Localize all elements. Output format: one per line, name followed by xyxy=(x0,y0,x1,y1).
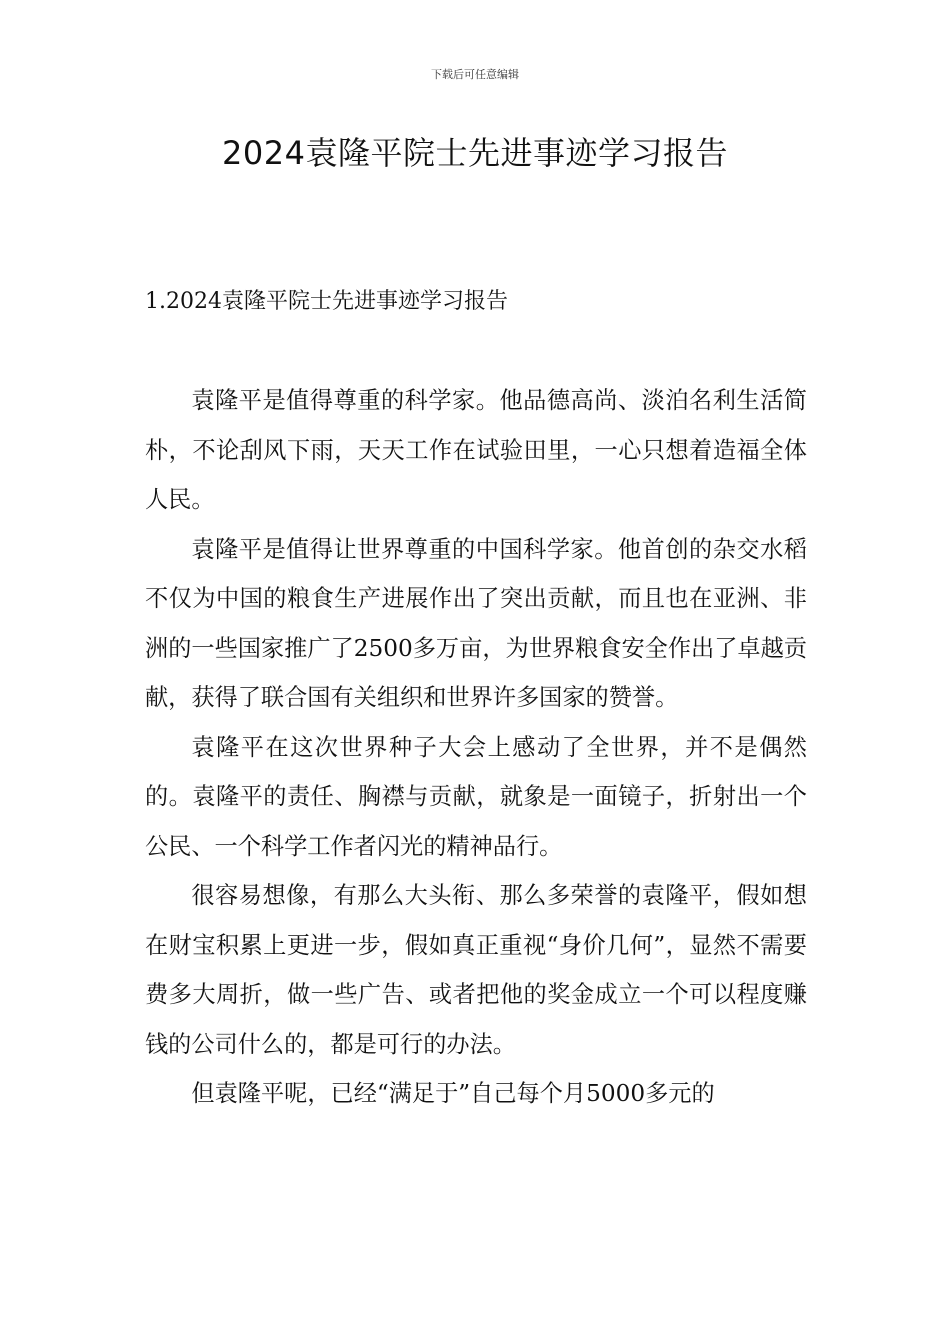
paragraph-2: 袁隆平是值得让世界尊重的中国科学家。他首创的杂交水稻不仅为中国的粮食生产进展作出了突出贡献，而且也在亚洲、非洲的一些国家推广了2500多万亩，为世界粮食安全作出了卓越贡献，获得了联合国有关组织和世界许多国家的赞誉。 xyxy=(145,535,807,711)
paragraph-3: 袁隆平在这次世界种子大会上感动了全世界，并不是偶然的。袁隆平的责任、胸襟与贡献，就象是一面镜子，折射出一个公民、一个科学工作者闪光的精神品行。 xyxy=(145,733,807,860)
header-note: 下载后可任意编辑 xyxy=(431,68,519,81)
section-heading: 1.2024袁隆平院士先进事迹学习报告 xyxy=(145,289,508,314)
document-body xyxy=(145,376,807,1119)
document-title: 2024袁隆平院士先进事迹学习报告 xyxy=(222,134,728,172)
paragraph-4: 很容易想像，有那么大头衔、那么多荣誉的袁隆平，假如想在财宝积累上更进一步，假如真正重视“身价几何”，显然不需要费多大周折，做一些广告、或者把他的奖金成立一个可以程度赚钱的公司什么的，都是可行的办法。 xyxy=(145,882,807,1058)
paragraph-5: 但袁隆平呢，已经“满足于”自己每个月5000多元的 xyxy=(191,1080,715,1107)
paragraph-1: 袁隆平是值得尊重的科学家。他品德高尚、淡泊名利生活简朴，不论刮风下雨，天天工作在试验田里，一心只想着造福全体人民。 xyxy=(145,387,807,513)
